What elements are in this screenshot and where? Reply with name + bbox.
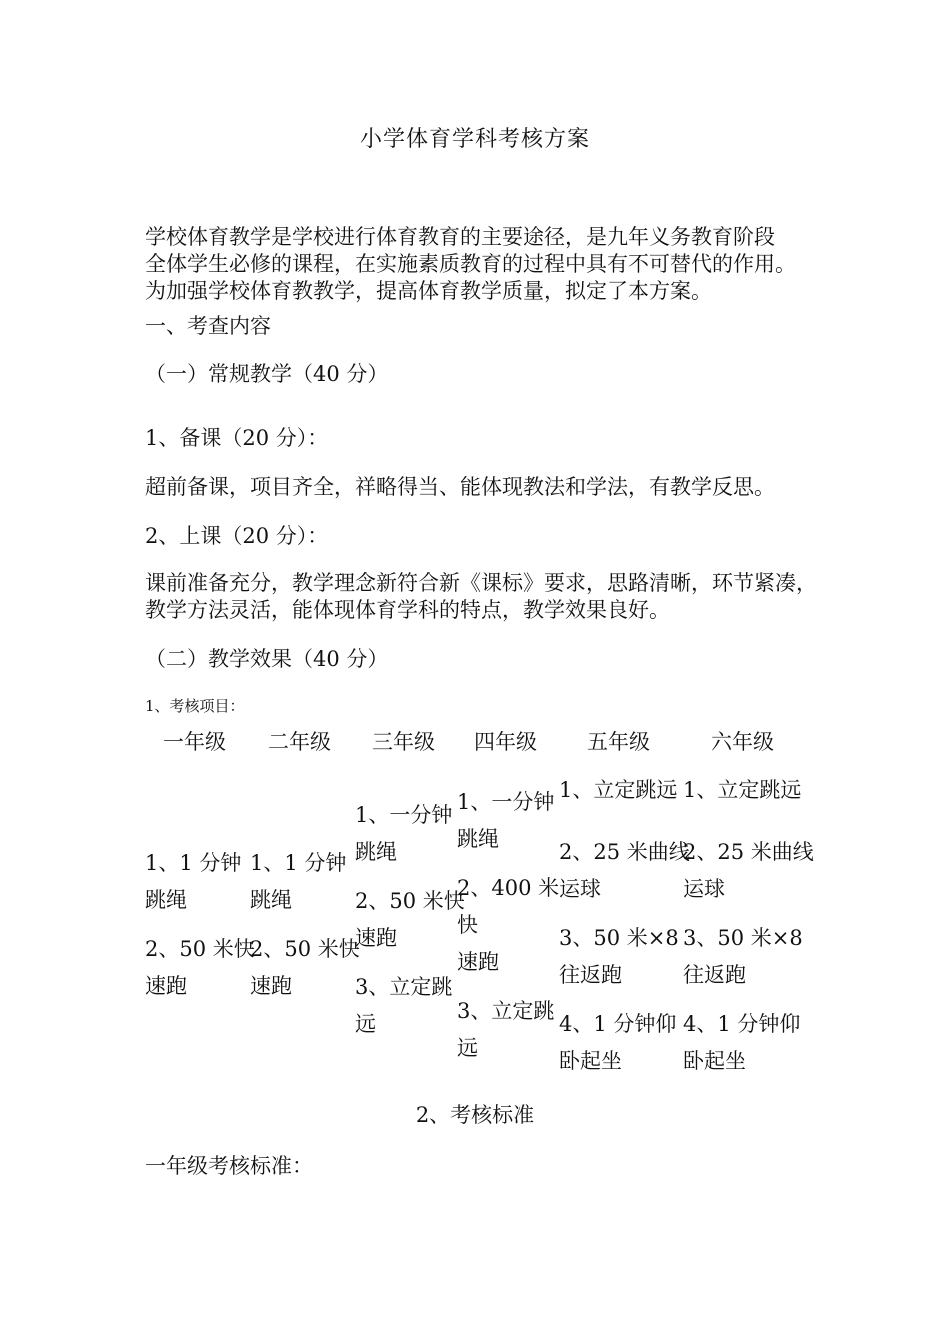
intro-line: 全体学生必修的课程，在实施素质教育的过程中具有不可替代的作用。 bbox=[145, 252, 796, 276]
grade-item-line: 4、1 分钟仰 bbox=[683, 1012, 801, 1036]
grade-item-line: 1、一分钟 bbox=[355, 803, 453, 827]
grade-header-4: 四年级 bbox=[474, 730, 537, 754]
item-lesson-prep-text: 超前备课，项目齐全，祥略得当、能体现教法和学法，有教学反思。 bbox=[145, 475, 775, 499]
item-class-line: 课前准备充分，教学理念新符合新《课标》要求，思路清晰，环节紧凑， bbox=[145, 571, 817, 595]
grade-item-line: 跳绳 bbox=[145, 888, 187, 912]
grade-item-line: 4、1 分钟仰 bbox=[559, 1012, 677, 1036]
grade-header-1: 一年级 bbox=[163, 730, 226, 754]
grade-item-line: 快 bbox=[457, 913, 478, 937]
item-lesson-prep-title: 1、备课（20 分）： bbox=[145, 426, 329, 450]
grade-3-items bbox=[355, 797, 465, 1043]
item-class-text bbox=[145, 570, 817, 624]
assess-items-label: 1、考核项目： bbox=[145, 697, 245, 715]
intro-paragraph bbox=[145, 224, 825, 305]
grade-item-line: 跳绳 bbox=[250, 888, 292, 912]
grade-item-line: 3、50 米×8 bbox=[559, 926, 679, 950]
intro-line: 为加强学校体育教教学，提高体育教学质量，拟定了本方案。 bbox=[145, 279, 712, 303]
grade-item-line: 3、50 米×8 bbox=[683, 926, 803, 950]
grade-header-3: 三年级 bbox=[372, 730, 435, 754]
grade-item-line: 运球 bbox=[559, 877, 601, 901]
grade-header-2: 二年级 bbox=[268, 730, 331, 754]
grade-item-line: 跳绳 bbox=[457, 827, 499, 851]
subsection-routine-teaching: （一）常规教学（40 分） bbox=[145, 362, 389, 386]
assess-standard-heading: 2、考核标准 bbox=[415, 1103, 535, 1127]
grade-item-line: 2、25 米曲线 bbox=[683, 840, 814, 864]
grade-item-line: 2、50 米快 bbox=[250, 937, 360, 961]
section-heading-content: 一、考查内容 bbox=[145, 314, 271, 338]
grade-item-line: 卧起坐 bbox=[559, 1049, 622, 1073]
grade-item-line: 1、立定跳远 bbox=[559, 778, 678, 802]
grade-item-line: 速跑 bbox=[355, 926, 397, 950]
grade-item-line: 运球 bbox=[683, 877, 725, 901]
grade-item-line: 速跑 bbox=[250, 974, 292, 998]
grade-5-items bbox=[559, 772, 690, 1080]
grade-item-line: 2、50 米快 bbox=[145, 937, 255, 961]
grade-header-5: 五年级 bbox=[587, 730, 650, 754]
item-class-line: 教学方法灵活，能体现体育学科的特点，教学效果良好。 bbox=[145, 598, 670, 622]
grade-6-items bbox=[683, 772, 814, 1080]
grade-item-line: 1、1 分钟 bbox=[145, 851, 242, 875]
grade-item-line: 2、50 米快 bbox=[355, 889, 465, 913]
grade-item-line: 3、立定跳 bbox=[457, 999, 555, 1023]
intro-line: 学校体育教学是学校进行体育教育的主要途径，是九年义务教育阶段 bbox=[145, 225, 775, 249]
grade-item-line: 往返跑 bbox=[683, 963, 746, 987]
grade-header-6: 六年级 bbox=[711, 730, 774, 754]
item-class-title: 2、上课（20 分）： bbox=[145, 524, 329, 548]
grade-item-line: 1、立定跳远 bbox=[683, 778, 802, 802]
grade-4-items bbox=[457, 784, 559, 1067]
grade-item-line: 2、400 米 bbox=[457, 876, 560, 900]
grade-item-line: 1、一分钟 bbox=[457, 790, 555, 814]
grade-item-line: 跳绳 bbox=[355, 840, 397, 864]
subsection-teaching-effect: （二）教学效果（40 分） bbox=[145, 647, 389, 671]
grade-item-line: 2、25 米曲线 bbox=[559, 840, 690, 864]
grade-item-line: 3、立定跳 bbox=[355, 975, 453, 999]
grade-item-line: 往返跑 bbox=[559, 963, 622, 987]
grade-item-line: 卧起坐 bbox=[683, 1049, 746, 1073]
grade-1-standard-heading: 一年级考核标准： bbox=[145, 1154, 313, 1178]
grade-item-line: 速跑 bbox=[145, 974, 187, 998]
document-title: 小学体育学科考核方案 bbox=[359, 127, 590, 152]
grade-item-line: 速跑 bbox=[457, 950, 499, 974]
grade-item-line: 远 bbox=[355, 1012, 376, 1036]
grade-item-line: 1、1 分钟 bbox=[250, 851, 347, 875]
grade-2-items bbox=[250, 845, 360, 1005]
grade-item-line: 远 bbox=[457, 1036, 478, 1060]
grade-1-items bbox=[145, 845, 255, 1005]
